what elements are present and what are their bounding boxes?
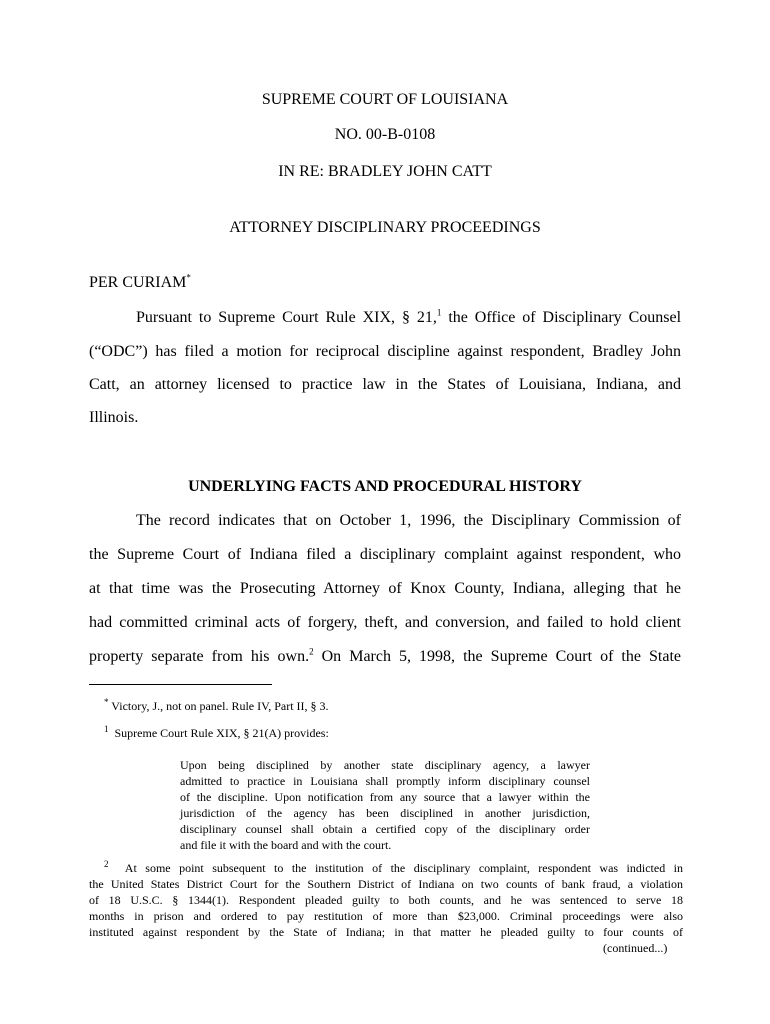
block-quote-line: admitted to practice in Louisiana shall promptly inform disciplinary counsel <box>180 774 590 788</box>
footnote-text: Victory, J., not on panel. Rule IV, Part II, § 3. <box>111 699 329 713</box>
footnote-2-line: the United States District Court for the Southern District of Indiana on two counts of bank fraud, a violation <box>89 877 683 891</box>
block-quote-line: jurisdiction of the agency has been disciplined in another jurisdiction, <box>180 806 590 820</box>
footnote-separator <box>89 684 272 685</box>
docket-number: NO. 00-B-0108 <box>334 126 436 143</box>
paragraph-line: property separate from his own.$^2$ On March 5, 1998, the Supreme Court of the State <box>89 646 682 665</box>
paragraph-line: Pursuant to Supreme Court Rule XIX, § 21,$^1$ the Office of Disciplinary Counsel <box>136 307 682 326</box>
footnote-2-line: $^2$ At some point subsequent to the institution of the disciplinary complaint, respondent was indicted in <box>104 859 684 875</box>
per-curiam-footnote-marker: * <box>186 272 191 283</box>
footnote-star <box>104 699 329 714</box>
court-name: SUPREME COURT OF LOUISIANA <box>261 91 509 108</box>
continued-notice: (continued...) <box>603 941 668 955</box>
paragraph-line: Catt, an attorney licensed to practice law in the States of Louisiana, Indiana, and <box>89 376 681 393</box>
block-quote-line: and file it with the board and with the court. <box>180 838 392 852</box>
footnote-2-line: months in prison and ordered to pay restitution of more than $23,000. Criminal proceedings were also <box>89 909 683 923</box>
paragraph-line: The record indicates that on October 1, 1996, the Disciplinary Commission of <box>136 512 681 529</box>
paragraph-line: Illinois. <box>89 409 139 426</box>
block-quote-line: of the discipline. Upon notification from any source that a lawyer within the <box>180 790 590 804</box>
footnote-marker: * <box>104 697 109 707</box>
footnote-ref-1: 1 <box>436 307 442 318</box>
block-quote-line: disciplinary counsel shall obtain a certified copy of the disciplinary order <box>180 822 590 836</box>
proceeding-title: ATTORNEY DISCIPLINARY PROCEEDINGS <box>229 219 541 236</box>
footnote-1 <box>104 726 329 741</box>
footnote-marker: 2 <box>104 859 109 869</box>
per-curiam-label: PER CURIAM <box>89 274 187 291</box>
footnote-ref-2: 2 <box>309 646 314 657</box>
paragraph-line: had committed criminal acts of forgery, theft, and conversion, and failed to hold client <box>89 614 681 631</box>
footnote-2-line: of 18 U.S.C. § 1344(1). Respondent pleaded guilty to both counts, and he was sentenced to serve 18 <box>89 893 683 907</box>
block-quote-line: Upon being disciplined by another state disciplinary agency, a lawyer <box>180 758 590 772</box>
footnote-2-line: instituted against respondent by the State of Indiana; in that matter he pleaded guilty to four counts of <box>89 925 683 939</box>
footnote-text: Supreme Court Rule XIX, § 21(A) provides: <box>114 726 329 740</box>
per-curiam-heading <box>89 274 191 292</box>
paragraph-line: at that time was the Prosecuting Attorney of Knox County, Indiana, alleging that he <box>89 580 681 597</box>
case-caption: IN RE: BRADLEY JOHN CATT <box>278 163 492 180</box>
section-heading: UNDERLYING FACTS AND PROCEDURAL HISTORY <box>188 478 582 495</box>
footnote-marker: 1 <box>104 724 109 734</box>
paragraph-line: the Supreme Court of Indiana filed a disciplinary complaint against respondent, who <box>89 546 681 563</box>
paragraph-line: (“ODC”) has filed a motion for reciprocal discipline against respondent, Bradley John <box>89 343 681 360</box>
